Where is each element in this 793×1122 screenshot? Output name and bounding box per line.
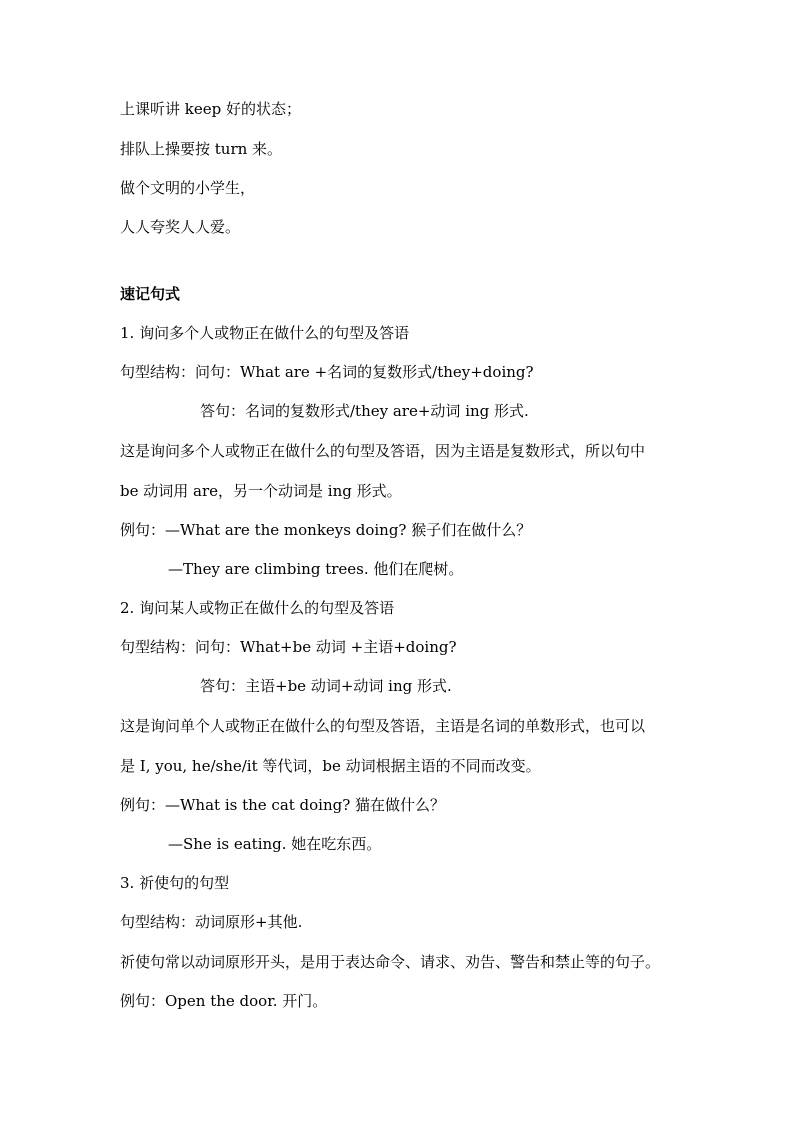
item-3-example: 例句：Open the door. 开门。 — [120, 992, 328, 1010]
item-1-example-answer: —They are climbing trees. 他们在爬树。 — [168, 560, 464, 578]
item-1-heading: 1. 询问多个人或物正在做什么的句型及答语 — [120, 324, 410, 342]
item-3-structure: 句型结构：动词原形+其他. — [120, 913, 303, 931]
section-title: 速记句式 — [120, 285, 181, 303]
item-3-heading: 3. 祈使句的句型 — [120, 874, 230, 892]
item-1-structure-answer: 答句：名词的复数形式/they are+动词 ing 形式. — [200, 402, 529, 420]
poem-line-4: 人人夸奖人人爱。 — [120, 218, 241, 236]
item-2-explanation-line-2: 是 I, you, he/she/it 等代词，be 动词根据主语的不同而改变。 — [120, 757, 541, 775]
item-2-example-answer: —She is eating. 她在吃东西。 — [168, 835, 382, 853]
item-1-explanation-line-1: 这是询问多个人或物正在做什么的句型及答语，因为主语是复数形式，所以句中 — [120, 442, 646, 460]
item-2-structure-question: 句型结构：问句：What+be 动词 +主语+doing? — [120, 638, 457, 656]
poem-line-2: 排队上操要按 turn 来。 — [120, 140, 283, 158]
item-1-example-question: 例句：—What are the monkeys doing? 猴子们在做什么？ — [120, 521, 532, 539]
item-2-heading: 2. 询问某人或物正在做什么的句型及答语 — [120, 599, 395, 617]
item-1-explanation-line-2: be 动词用 are，另一个动词是 ing 形式。 — [120, 482, 402, 500]
item-2-example-question: 例句：—What is the cat doing? 猫在做什么？ — [120, 796, 446, 814]
item-1-structure-question: 句型结构：问句：What are +名词的复数形式/they+doing? — [120, 363, 534, 381]
item-2-explanation-line-1: 这是询问单个人或物正在做什么的句型及答语，主语是名词的单数形式，也可以 — [120, 717, 646, 735]
item-3-explanation: 祈使句常以动词原形开头，是用于表达命令、请求、劝告、警告和禁止等的句子。 — [120, 953, 661, 971]
item-2-structure-answer: 答句：主语+be 动词+动词 ing 形式. — [200, 677, 452, 695]
poem-line-3: 做个文明的小学生， — [120, 179, 256, 197]
poem-line-1: 上课听讲 keep 好的状态； — [120, 100, 301, 118]
